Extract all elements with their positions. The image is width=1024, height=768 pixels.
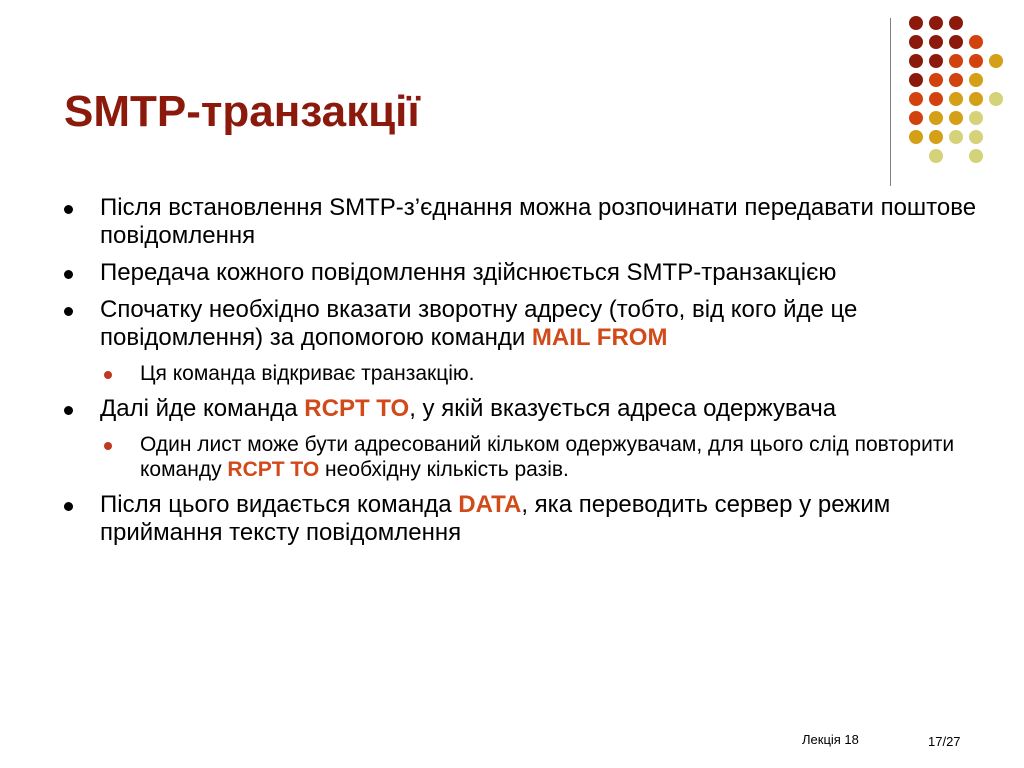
- bullet-icon: [104, 442, 112, 450]
- footer-lecture: Лекція 18: [802, 732, 859, 747]
- decorative-dot: [909, 54, 923, 68]
- decorative-dot: [929, 35, 943, 49]
- bullet-icon: [64, 270, 73, 279]
- command-keyword: RCPT TO: [304, 395, 410, 422]
- sub-bullet-item: [60, 361, 980, 386]
- decorative-dot: [909, 130, 923, 144]
- slide-title: SMTP-транзакції: [64, 87, 420, 136]
- bullet-list: [60, 194, 980, 556]
- bullet-icon: [64, 406, 73, 415]
- bullet-item: [60, 395, 980, 423]
- bullet-text: Спочатку необхідно вказати зворотну адресу (тобто, від кого йде це повідомлення) за допомогою команди: [100, 296, 858, 351]
- bullet-item: [60, 296, 980, 352]
- decorative-dot: [969, 35, 983, 49]
- command-keyword: DATA: [458, 491, 522, 518]
- decorative-dot: [949, 35, 963, 49]
- decorative-dot: [909, 111, 923, 125]
- decorative-dot: [949, 111, 963, 125]
- decorative-dot: [969, 111, 983, 125]
- bullet-text: Далі йде команда: [100, 395, 305, 422]
- decorative-dot: [949, 73, 963, 87]
- decorative-dot: [969, 92, 983, 106]
- decorative-dot: [929, 16, 943, 30]
- decorative-dot: [949, 130, 963, 144]
- decorative-dot: [929, 130, 943, 144]
- decorative-dot: [969, 73, 983, 87]
- bullet-text: Ця команда відкриває транзакцію.: [140, 362, 475, 385]
- decorative-dot: [929, 54, 943, 68]
- bullet-item: [60, 491, 980, 547]
- command-keyword: RCPT TO: [227, 458, 320, 481]
- bullet-text: , у якій вказується адреса одержувача: [409, 395, 837, 422]
- decorative-dot: [909, 16, 923, 30]
- decorative-dot: [989, 92, 1003, 106]
- bullet-text: Передача кожного повідомлення здійснюється SMTP-транзакцією: [100, 259, 837, 286]
- decorative-dot: [949, 16, 963, 30]
- bullet-text: Один лист може бути адресований кільком одержувачам, для цього слід повторити команду: [140, 433, 955, 481]
- decorative-dot: [949, 54, 963, 68]
- bullet-text: , яка переводить сервер у режим приймання тексту повідомлення: [100, 491, 891, 546]
- page-number: 17/27: [928, 734, 961, 749]
- bullet-text: необхідну кількість разів.: [319, 458, 569, 481]
- decorative-dot: [969, 149, 983, 163]
- bullet-icon: [64, 205, 73, 214]
- bullet-text: Після цього видається команда: [100, 491, 459, 518]
- decorative-dot: [929, 111, 943, 125]
- bullet-item: [60, 194, 980, 250]
- decorative-dot: [929, 73, 943, 87]
- command-keyword: MAIL FROM: [531, 324, 668, 351]
- sub-bullet-item: [60, 432, 980, 482]
- decorative-dot: [949, 92, 963, 106]
- bullet-icon: [104, 371, 112, 379]
- bullet-icon: [64, 502, 73, 511]
- decorative-dot: [929, 92, 943, 106]
- decorative-dot: [969, 130, 983, 144]
- decorative-dot: [969, 54, 983, 68]
- decorative-dot: [909, 73, 923, 87]
- decorative-dot: [929, 149, 943, 163]
- bullet-item: [60, 259, 980, 287]
- decorative-dot: [989, 54, 1003, 68]
- decorative-dot: [909, 35, 923, 49]
- divider-line: [890, 18, 891, 186]
- bullet-icon: [64, 307, 73, 316]
- bullet-text: Після встановлення SMTP-з’єднання можна розпочинати передавати поштове повідомлення: [100, 194, 977, 249]
- decorative-dot: [909, 92, 923, 106]
